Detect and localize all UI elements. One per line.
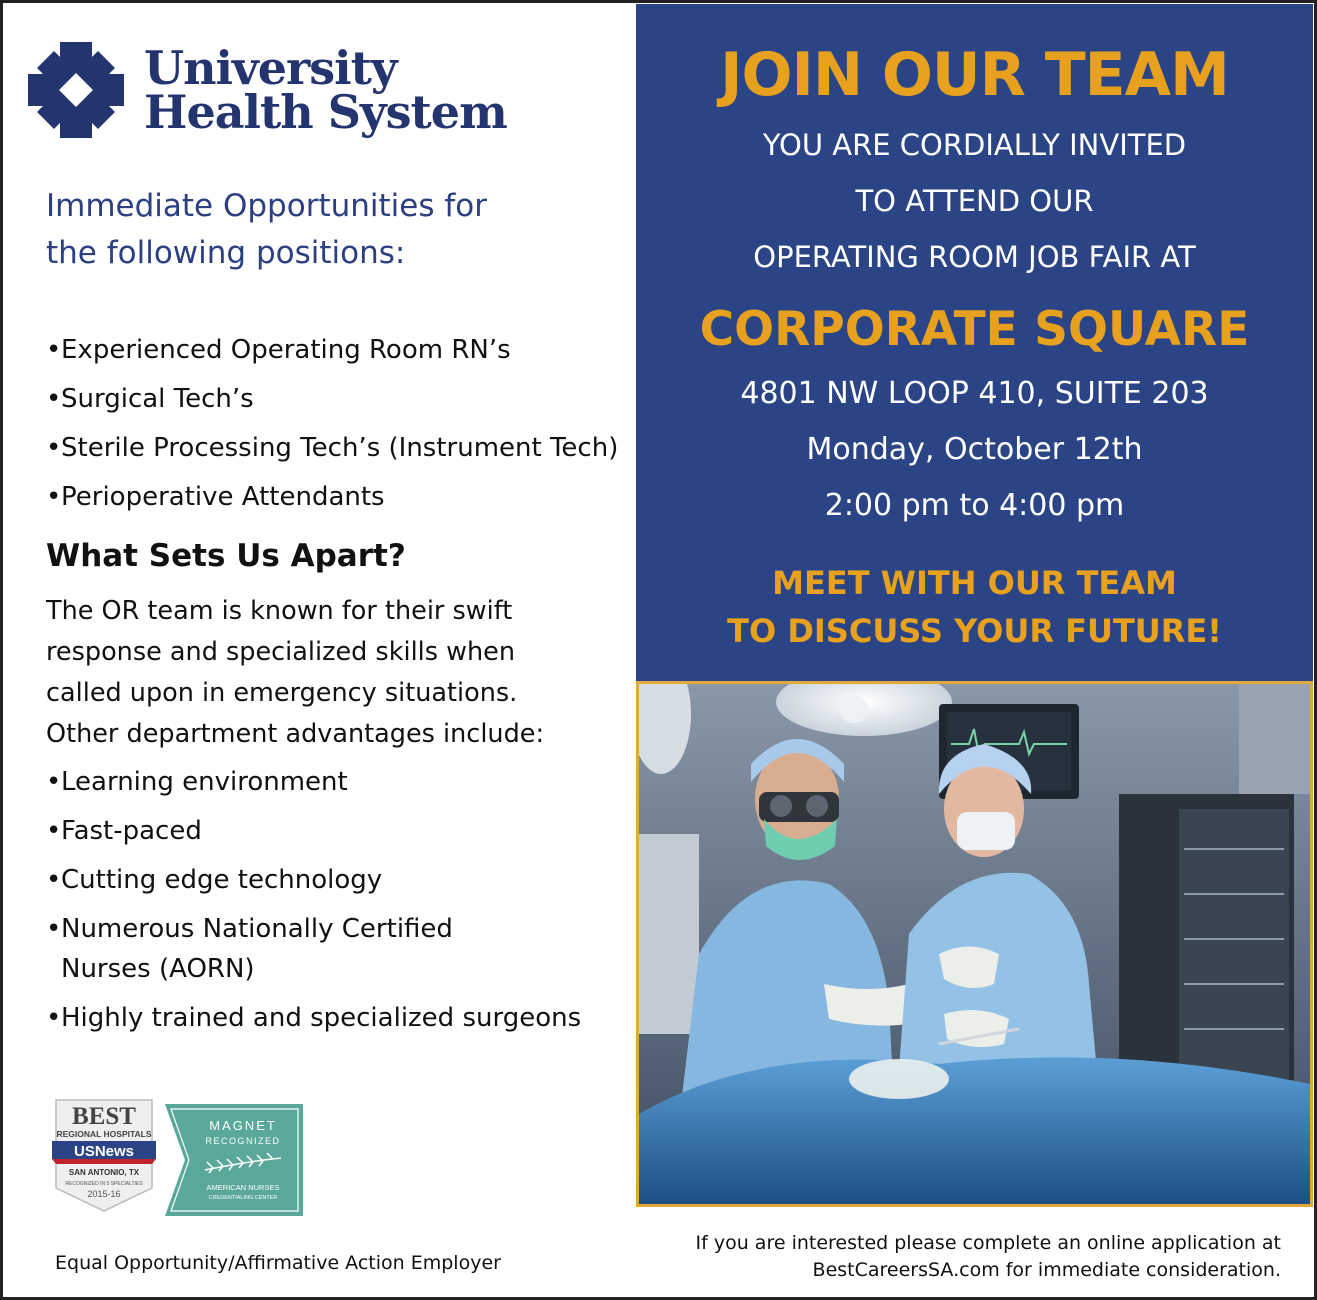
- list-item: [46, 762, 581, 802]
- logo-line-1: University: [144, 41, 397, 95]
- bullet-icon: •: [46, 384, 62, 414]
- surgeons-illustration: [639, 684, 1310, 1204]
- opportunities-heading: Immediate Opportunities for the following positions:: [46, 188, 487, 271]
- invite-line-2: TO ATTEND OUR: [855, 184, 1094, 218]
- venue-name: CORPORATE SQUARE: [699, 302, 1250, 357]
- event-time: 2:00 pm to 4:00 pm: [824, 488, 1125, 523]
- positions-list: [46, 330, 618, 526]
- cta-line-1: MEET WITH OUR TEAM: [772, 564, 1177, 602]
- list-item: [46, 811, 581, 851]
- invite-line-1: YOU ARE CORDIALLY INVITED: [762, 128, 1187, 162]
- invite-line-3: OPERATING ROOM JOB FAIR AT: [753, 240, 1196, 274]
- advantage-text: Fast-paced: [61, 816, 202, 846]
- apart-paragraph: The OR team is known for their swift response and specialized skills when called upon in emergency situations. Other department advantages include:: [46, 596, 545, 749]
- advantage-text: Numerous Nationally Certified Nurses (AORN): [61, 914, 453, 984]
- position-text: Sterile Processing Tech’s (Instrument Tech): [61, 433, 619, 463]
- logo-line-2: Health System: [144, 85, 507, 139]
- list-item: [46, 909, 581, 989]
- university-health-system-logo: [26, 40, 507, 140]
- bullet-icon: •: [46, 767, 62, 797]
- venue-address: 4801 NW LOOP 410, SUITE 203: [740, 376, 1209, 411]
- magnet-recognized-badge: [165, 1104, 303, 1216]
- apply-line-1: If you are interested please complete an online application at: [695, 1232, 1281, 1254]
- list-item: [46, 330, 618, 379]
- bullet-icon: •: [46, 914, 62, 944]
- bullet-icon: •: [46, 433, 62, 463]
- logo-wordmark: [144, 41, 507, 139]
- best-word: BEST: [72, 1103, 136, 1130]
- magnet-cc-text: CREDENTIALING CENTER: [208, 1195, 278, 1201]
- bullet-icon: •: [46, 865, 62, 895]
- magnet-word: MAGNET: [209, 1118, 277, 1133]
- job-fair-panel: [636, 4, 1313, 681]
- best-recognized: RECOGNIZED IN 5 SPECIALTIES: [65, 1181, 143, 1187]
- operating-room-photo: [636, 681, 1313, 1207]
- bullet-icon: •: [46, 1003, 62, 1033]
- cta-line-2: TO DISCUSS YOUR FUTURE!: [727, 612, 1222, 650]
- advantage-text: Cutting edge technology: [61, 865, 383, 895]
- position-text: Experienced Operating Room RN’s: [61, 335, 511, 365]
- list-item: [46, 860, 581, 900]
- position-text: Perioperative Attendants: [61, 482, 385, 512]
- join-headline: JOIN OUR TEAM: [720, 40, 1229, 110]
- apart-heading: What Sets Us Apart?: [46, 538, 406, 574]
- bullet-icon: •: [46, 482, 62, 512]
- us-news-best-hospitals-badge: [52, 1098, 156, 1213]
- list-item: [46, 379, 618, 428]
- event-date: Monday, October 12th: [806, 432, 1143, 467]
- apply-instructions: [696, 1230, 1281, 1284]
- list-item: [46, 477, 618, 526]
- usnews-brand: USNews: [73, 1143, 135, 1160]
- star-cross-logo-icon: [26, 40, 126, 140]
- best-years: 2015-16: [87, 1189, 121, 1199]
- best-location: SAN ANTONIO, TX: [68, 1168, 140, 1177]
- advantage-text: Learning environment: [61, 767, 348, 797]
- list-item: [46, 998, 581, 1038]
- bullet-icon: •: [46, 335, 62, 365]
- list-item: [46, 428, 618, 477]
- advantages-list: [46, 762, 581, 1047]
- magnet-ana-text: AMERICAN NURSES: [206, 1183, 280, 1192]
- advantage-text: Highly trained and specialized surgeons: [61, 1003, 582, 1033]
- position-text: Surgical Tech’s: [61, 384, 254, 414]
- bullet-icon: •: [46, 816, 62, 846]
- magnet-recognized-text: RECOGNIZED: [205, 1136, 281, 1146]
- regional-hospitals-text: REGIONAL HOSPITALS: [56, 1129, 152, 1139]
- apply-line-2[interactable]: BestCareersSA.com for immediate consideration.: [812, 1259, 1281, 1281]
- eoe-statement: Equal Opportunity/Affirmative Action Employer: [55, 1252, 501, 1274]
